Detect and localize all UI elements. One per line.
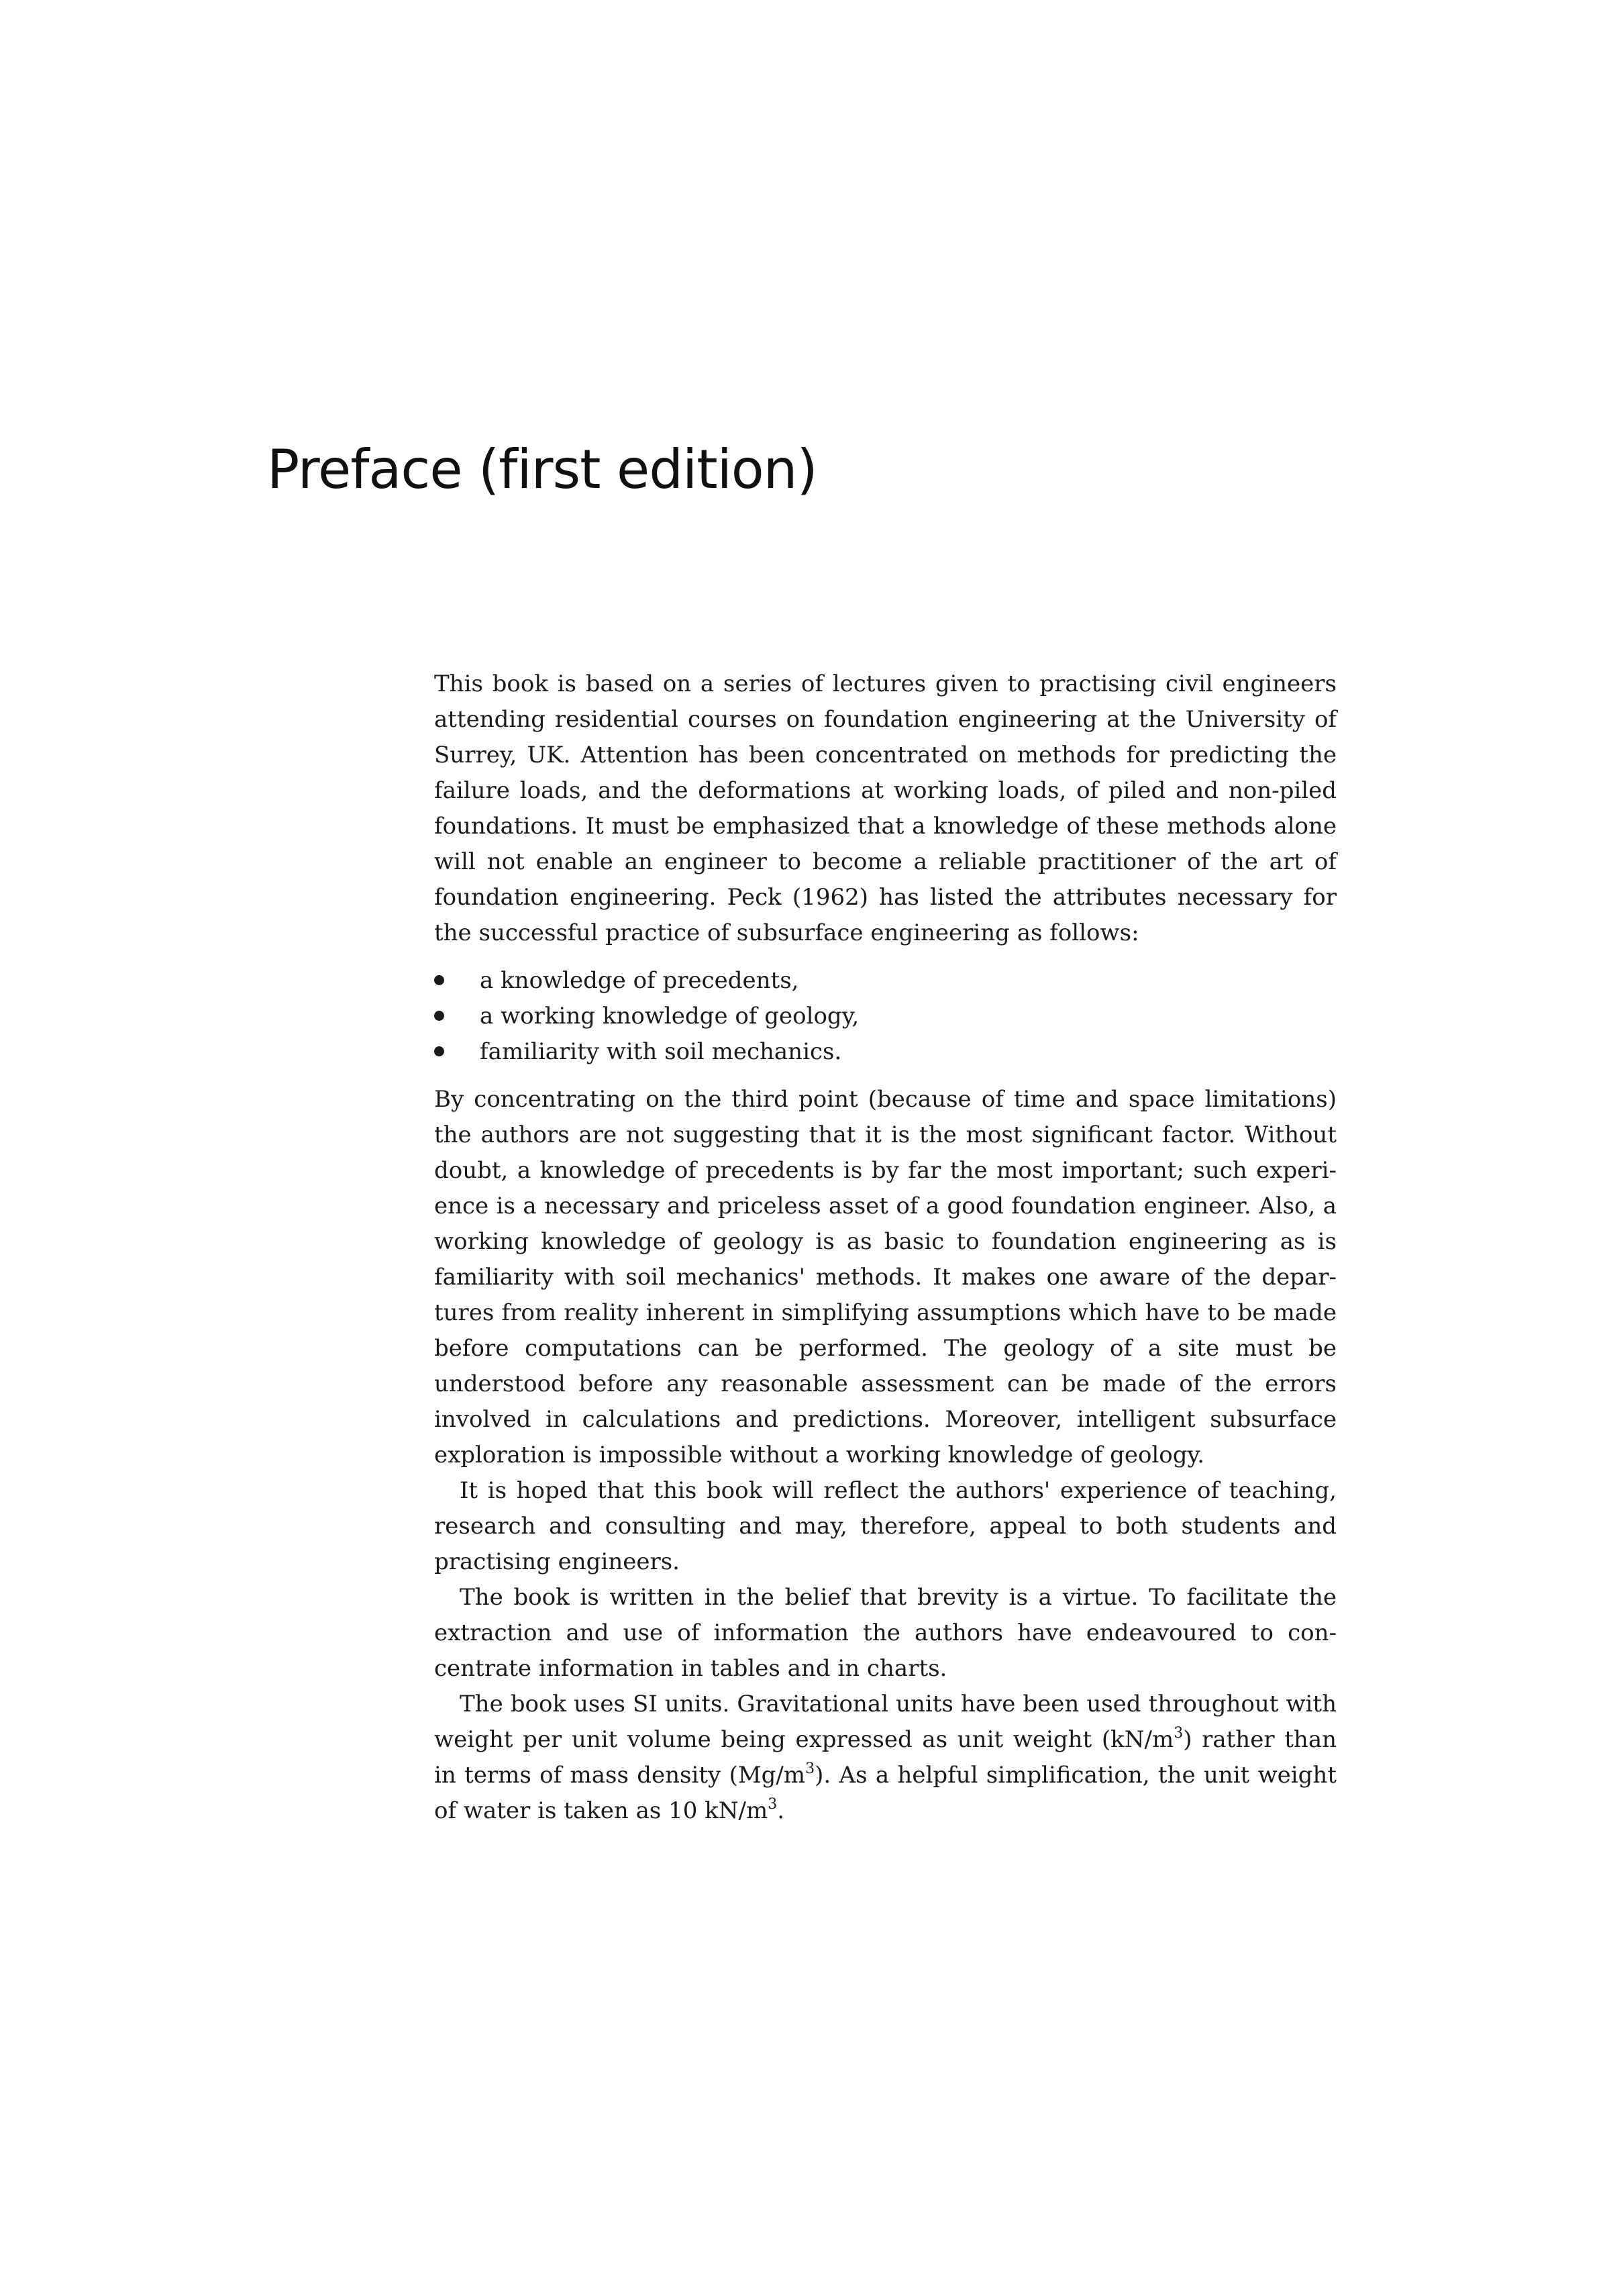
units-text-b: ) rather than in terms of mass density (Mg/m xyxy=(434,1726,1337,1789)
list-item-text: familiarity with soil mechanics. xyxy=(480,1038,842,1065)
superscript: 3 xyxy=(768,1796,778,1813)
units-text-c: ). As a helpful simplification, the unit weight of water is taken as 10 kN/m xyxy=(434,1762,1337,1824)
list-item-text: a working knowledge of geology, xyxy=(480,1003,860,1030)
attributes-list xyxy=(434,963,1337,1070)
page-title: Preface (first edition) xyxy=(267,438,817,501)
list-item xyxy=(434,999,1337,1034)
units-text-a: The book uses SI units. Gravitational units have been used throughout with weight per unit volume being expressed as unit weight (kN/m xyxy=(434,1691,1337,1753)
bullet-icon xyxy=(434,1011,444,1021)
paragraph-precedents: By concentrating on the third point (because of time and space limitations) the authors are not suggesting that it is the most significant factor. Without doubt, a knowledge of precedents is by far the most important; such experience is a necessary and priceless asset of a good foundation engineer. Also, a working knowledge of geology is as basic to foundation engineering as is familiarity with soil mechanics' methods. It makes one aware of the departures from reality inherent in simplifying assumptions which have to be made before computations can be performed. The geology of a site must be understood before any reasonable assessment can be made of the errors involved in calculations and predictions. Moreover, intelligent subsurface exploration is impossible without a working knowledge of geology. xyxy=(434,1086,1337,1468)
superscript: 3 xyxy=(1174,1725,1184,1742)
paragraph-brevity: The book is written in the belief that brevity is a virtue. To facilitate the extraction and use of information the authors have endeavoured to concentrate information in tables and in charts. xyxy=(434,1584,1337,1682)
paragraph-intro: This book is based on a series of lectures given to practising civil engineers attending residential courses on foundation engineering at the University of Surrey, UK. Attention has been concentrated on methods for predicting the failure loads, and the deformations at working loads, of piled and non-piled foundations. It must be emphasized that a knowledge of these methods alone will not enable an engineer to become a reliable practitioner of the art of foundation engineering. Peck (1962) has listed the attributes necessary for the successful practice of subsurface engineering as follows: xyxy=(434,670,1337,946)
paragraph-units xyxy=(434,1687,1337,1829)
paragraph-audience: It is hoped that this book will reflect the authors' experience of teaching, research and consulting and may, therefore, appeal to both students and practising engineers. xyxy=(434,1477,1337,1575)
list-item-text: a knowledge of precedents, xyxy=(480,967,799,994)
preface-body xyxy=(434,666,1337,1829)
list-item xyxy=(434,1034,1337,1070)
list-item xyxy=(434,963,1337,999)
bullet-icon xyxy=(434,975,444,985)
superscript: 3 xyxy=(805,1760,815,1777)
bullet-icon xyxy=(434,1046,444,1056)
units-text-d: . xyxy=(777,1797,785,1824)
